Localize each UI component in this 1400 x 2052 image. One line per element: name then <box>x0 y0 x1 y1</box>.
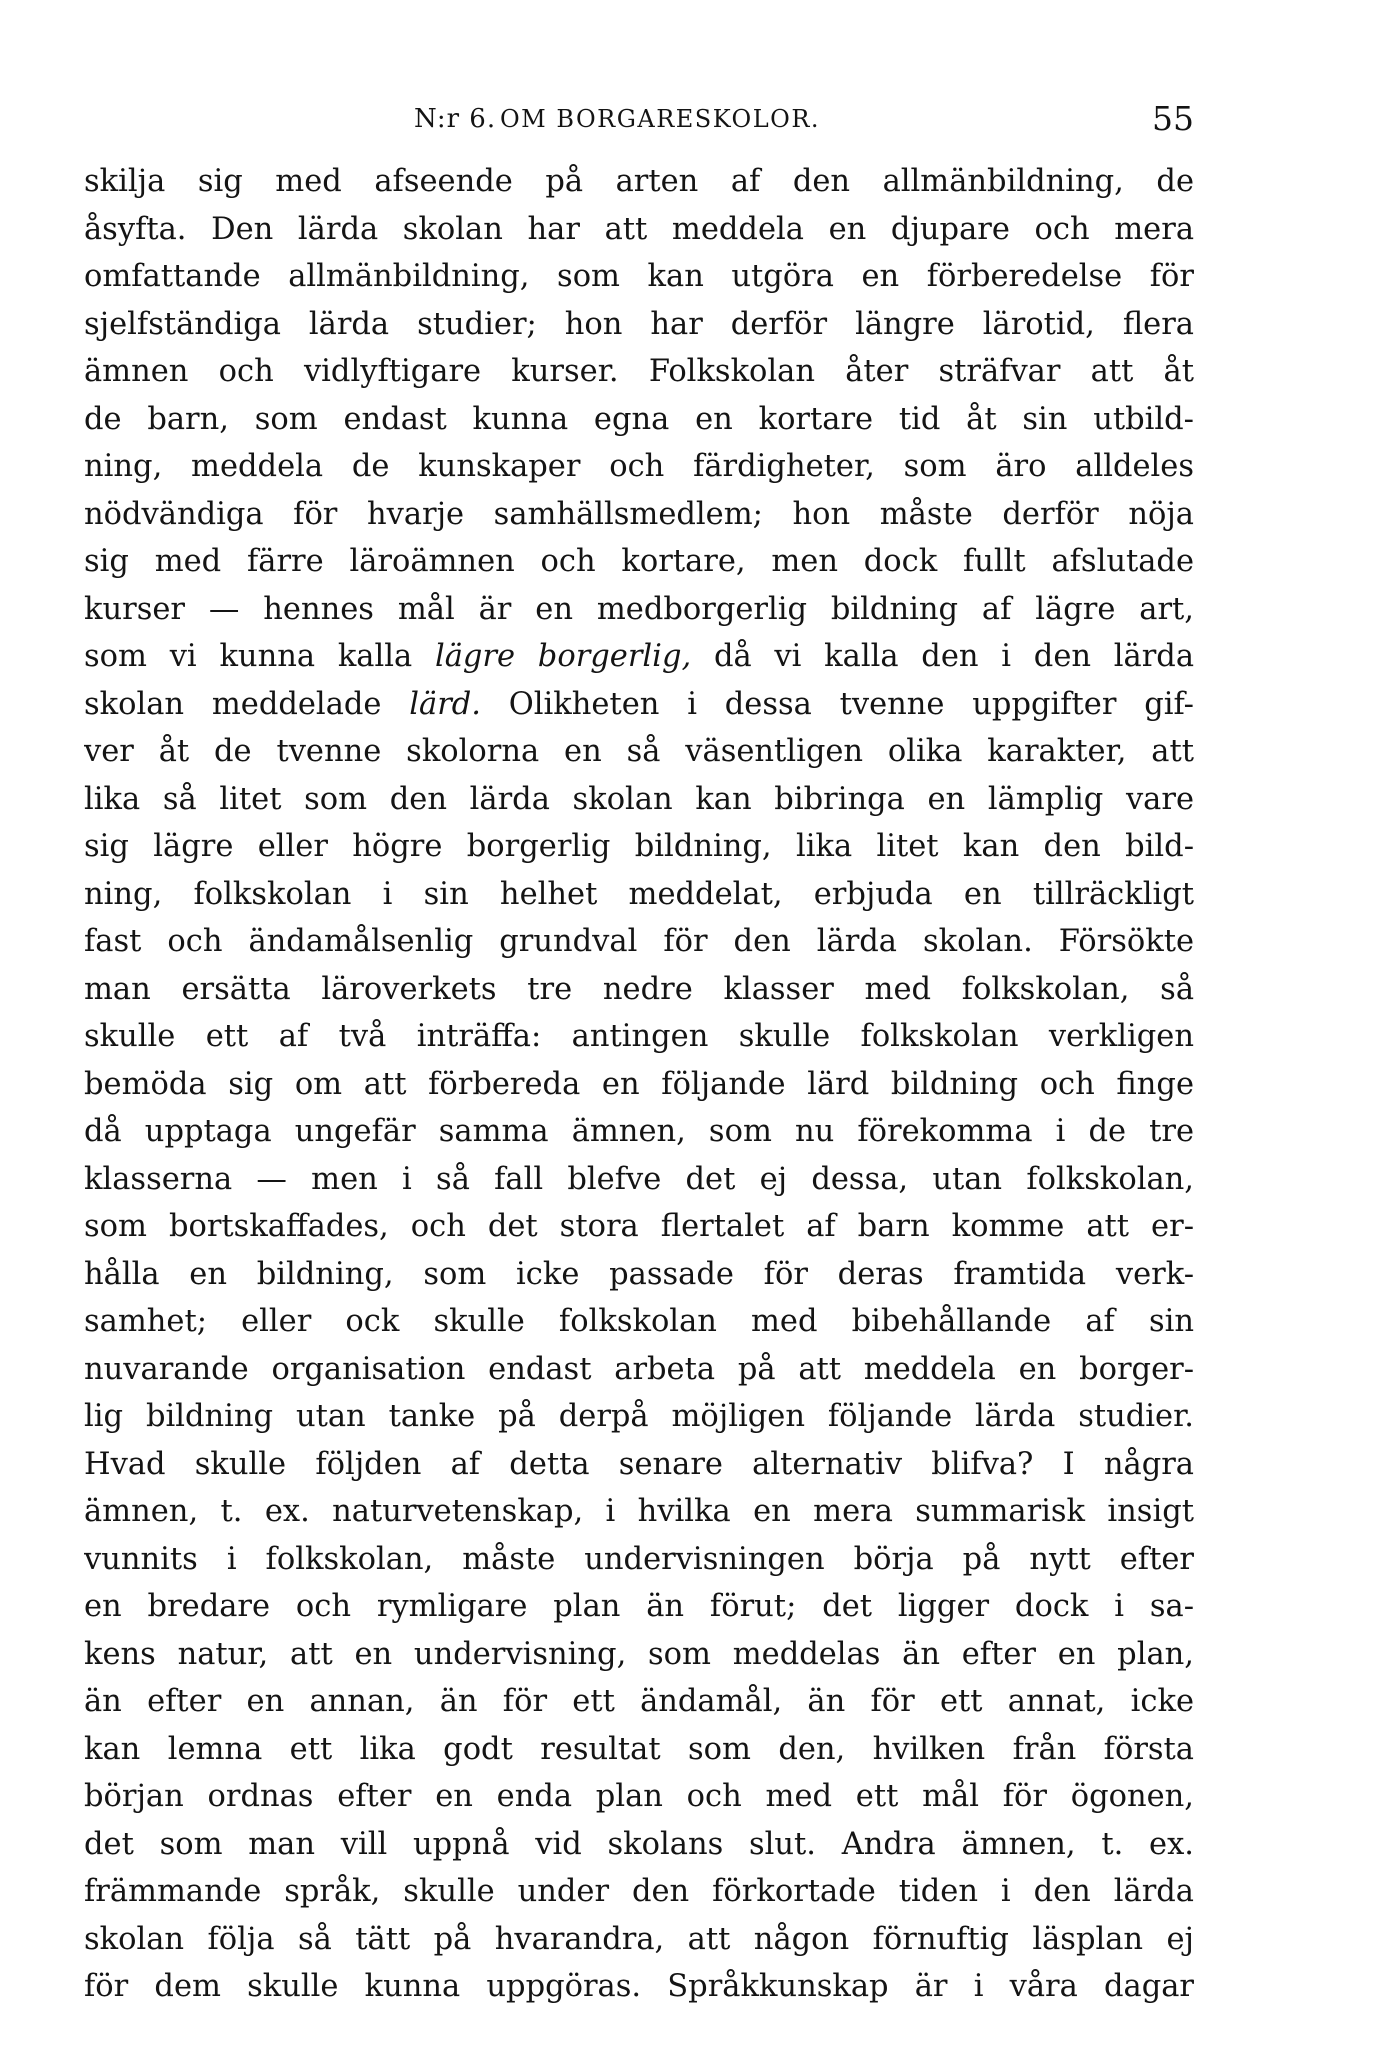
text-segment: som vi kunna kalla <box>84 639 435 674</box>
text-line: nuvarande organisation endast arbeta på att meddela en borger- <box>84 1351 1194 1387</box>
text-line: nödvändiga för hvarje samhällsmedlem; hon måste derför nöja <box>84 496 1194 532</box>
body-text <box>84 158 1194 2011</box>
text-line: åsyfta. Den lärda skolan har att meddela en djupare och mera <box>84 211 1194 247</box>
text-line: som bortskaffades, och det stora flertalet af barn komme att er- <box>84 1209 1194 1244</box>
text-segment: skolan meddelade <box>84 686 410 722</box>
text-line: ämnen, t. ex. naturvetenskap, i hvilka en mera summarisk insigt <box>84 1494 1194 1529</box>
text-line: vunnits i folkskolan, måste undervisningen börja på nytt efter <box>84 1541 1194 1577</box>
text-line: lig bildning utan tanke på derpå möjligen följande lärda studier. <box>84 1399 1194 1434</box>
text-line: omfattande allmänbildning, som kan utgöra en förberedelse för <box>84 259 1194 294</box>
text-line: samhet; eller ock skulle folkskolan med bibehållande af sin <box>84 1304 1194 1339</box>
text-line: för dem skulle kunna uppgöras. Språkkunskap är i våra dagar <box>84 1969 1194 2004</box>
italic-term: lärd. <box>409 686 481 722</box>
text-line: klasserna — men i så fall blefve det ej dessa, utan folkskolan, <box>84 1161 1194 1197</box>
text-line: de barn, som endast kunna egna en kortare tid åt sin utbild- <box>84 401 1194 437</box>
text-line <box>84 681 1194 729</box>
running-head <box>84 96 1194 142</box>
text-line: kens natur, att en undervisning, som meddelas än efter en plan, <box>84 1636 1194 1672</box>
text-line: skolan följa så tätt på hvarandra, att någon förnuftig läsplan ej <box>84 1921 1194 1957</box>
text-line: det som man vill uppnå vid skolans slut. Andra ämnen, t. ex. <box>84 1826 1194 1862</box>
text-line: sjelfständiga lärda studier; hon har derför längre lärotid, flera <box>84 306 1194 342</box>
text-line: ning, meddela de kunskaper och färdigheter, som äro alldeles <box>84 449 1194 484</box>
page-number: 55 <box>1152 99 1194 138</box>
text-line: en bredare och rymligare plan än förut; det ligger dock i sa- <box>84 1589 1194 1624</box>
italic-term: lägre borgerlig, <box>434 639 692 674</box>
running-title: OM BORGARESKOLOR. <box>500 105 821 133</box>
issue-number: N:r 6. <box>414 104 497 134</box>
text-line: fast och ändamålsenlig grundval för den lärda skolan. Försökte <box>84 924 1194 959</box>
text-segment: då vi kalla den i den lärda <box>691 639 1194 674</box>
text-line: bemöda sig om att förbereda en följande lärd bildning och finge <box>84 1066 1194 1102</box>
text-line: främmande språk, skulle under den förkortade tiden i den lärda <box>84 1874 1194 1909</box>
text-line: början ordnas efter en enda plan och med ett mål för ögonen, <box>84 1779 1194 1814</box>
text-line: kan lemna ett lika godt resultat som den, hvilken från första <box>84 1731 1194 1767</box>
text-line: ning, folkskolan i sin helhet meddelat, erbjuda en tillräckligt <box>84 876 1194 912</box>
text-line: ämnen och vidlyftigare kurser. Folkskolan åter sträfvar att åt <box>84 354 1194 389</box>
text-line: hålla en bildning, som icke passade för deras framtida verk- <box>84 1256 1194 1292</box>
text-line: man ersätta läroverkets tre nedre klasser med folkskolan, så <box>84 971 1194 1007</box>
text-line: sig med färre läroämnen och kortare, men dock fullt afslutade <box>84 544 1194 579</box>
text-line: kurser — hennes mål är en medborgerlig bildning af lägre art, <box>84 591 1194 627</box>
text-line: skilja sig med afseende på arten af den allmänbildning, de <box>84 164 1194 199</box>
text-line <box>84 633 1194 681</box>
text-line: då upptaga ungefär samma ämnen, som nu förekomma i de tre <box>84 1114 1194 1149</box>
text-line: sig lägre eller högre borgerlig bildning, lika litet kan den bild- <box>84 829 1194 864</box>
text-line: Hvad skulle följden af detta senare alternativ blifva? I några <box>84 1446 1194 1482</box>
text-line: ver åt de tvenne skolorna en så väsentligen olika karakter, att <box>84 734 1194 769</box>
text-segment: Olikheten i dessa tvenne uppgifter gif- <box>481 686 1194 722</box>
text-line: skulle ett af två inträffa: antingen skulle folkskolan verkligen <box>84 1019 1194 1054</box>
text-line: än efter en annan, än för ett ändamål, än för ett annat, icke <box>84 1684 1194 1719</box>
text-line: lika så litet som den lärda skolan kan bibringa en lämplig vare <box>84 781 1194 817</box>
